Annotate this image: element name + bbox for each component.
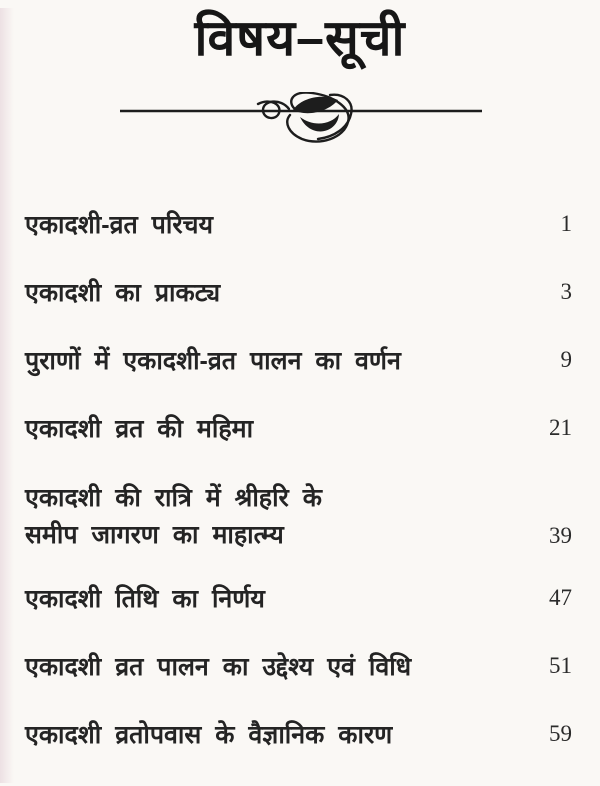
entry-title-line-1: एकादशी की रात्रि में श्रीहरि के xyxy=(25,484,322,512)
entry-title: एकादशी व्रत पालन का उद्देश्य एवं विधि xyxy=(25,653,412,681)
toc-entry xyxy=(25,344,572,378)
toc-entry xyxy=(25,718,572,752)
entry-title: पुराणों में एकादशी-व्रत पालन का वर्णन xyxy=(25,347,401,375)
page-number: 51 xyxy=(549,653,572,678)
ornamental-divider-icon xyxy=(0,92,600,148)
page-title: विषय–सूची xyxy=(194,10,406,66)
toc-entry xyxy=(25,582,572,616)
toc-entry xyxy=(25,650,572,684)
toc-entry xyxy=(25,480,572,554)
entry-title: एकादशी तिथि का निर्णय xyxy=(25,585,265,613)
entry-title: एकादशी व्रतोपवास के वैज्ञानिक कारण xyxy=(25,721,393,749)
page-number: 1 xyxy=(560,211,572,236)
entry-title: एकादशी का प्राकट्य xyxy=(25,279,221,307)
entry-title: एकादशी-व्रत परिचय xyxy=(25,211,213,239)
entry-title-line-2: समीप जागरण का माहात्म्य xyxy=(25,521,284,549)
entry-title xyxy=(25,480,322,554)
entry-title: एकादशी व्रत की महिमा xyxy=(25,415,254,443)
page-number: 47 xyxy=(549,585,572,610)
page-number: 59 xyxy=(549,721,572,746)
toc-entry xyxy=(25,276,572,310)
toc-entry xyxy=(25,208,572,242)
page-number: 39 xyxy=(549,523,572,548)
table-of-contents xyxy=(25,208,572,786)
page-number: 9 xyxy=(560,347,572,372)
page-number: 3 xyxy=(560,279,572,304)
page-number: 21 xyxy=(549,415,572,440)
toc-entry xyxy=(25,412,572,446)
